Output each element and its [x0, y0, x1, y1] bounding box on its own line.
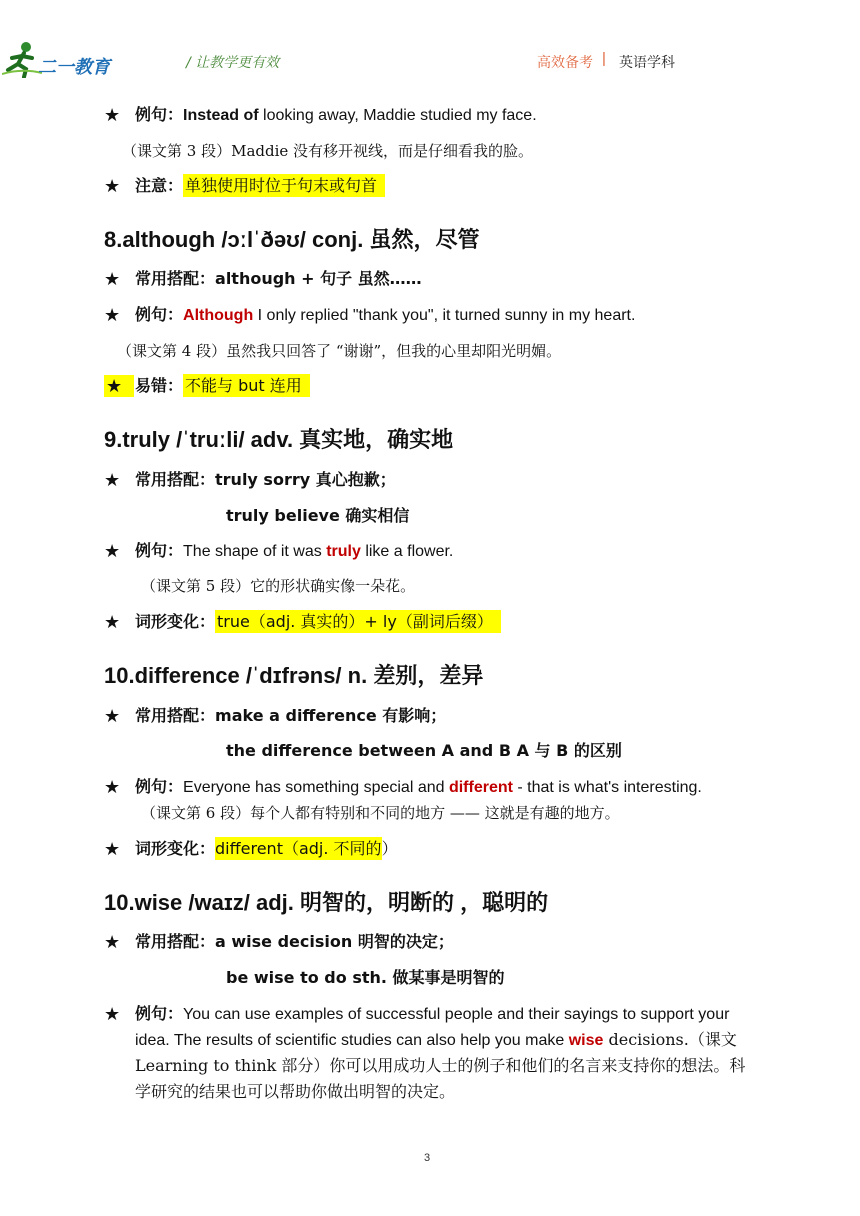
example-paragraph: 例句：You can use examples of successful people and their sayings to support your idea. The results of scientific studies can also help you make wise decisions.（课文 Learning to think 部分）你可以用成功人士的例子和他们的名言来支持你的想法。科学研究的结果也可以帮助你做出明智的决定。 — [135, 1004, 746, 1101]
star-icon: ★ — [104, 305, 121, 325]
star-icon: ★ — [104, 105, 121, 125]
highlight: 不能与 but 连用 — [183, 374, 310, 397]
example-sentence: 例句：Instead of looking away, Maddie studied my face. — [135, 105, 537, 124]
header-divider: | — [602, 50, 606, 67]
star-icon: ★ — [104, 176, 121, 196]
collocation: 常用搭配：truly sorry 真心抱歉； — [135, 470, 396, 489]
highlight: 单独使用时位于句末或句首 — [183, 174, 385, 197]
word-formation: 词形变化：different（adj. 不同的） — [135, 839, 398, 858]
star-icon: ★ — [104, 269, 121, 289]
translation: （课文第 5 段）它的形状确实像一朵花。 — [141, 577, 416, 595]
star-icon: ★ — [104, 541, 121, 561]
example-sentence: 例句：Although I only replied "thank you", it turned sunny in my heart. — [135, 305, 636, 324]
example-sentence: 例句：Everyone has something special and different - that is what's interesting. — [135, 777, 702, 796]
note: 注意： 单独使用时位于句末或句首 — [135, 175, 385, 198]
example-sentence: 例句：The shape of it was truly like a flower. — [135, 541, 454, 560]
section-heading: 8.although /ɔːlˈðəʊ/ conj. 虽然，尽管 — [104, 227, 480, 252]
translation: （课文第 4 段）虽然我只回答了 “谢谢”，但我的心里却阳光明媚。 — [117, 342, 562, 360]
translation: （课文第 6 段）每个人都有特别和不同的地方 —— 这就是有趣的地方。 — [141, 804, 620, 822]
star-icon: ★ — [104, 839, 121, 859]
star-icon: ★ — [104, 612, 121, 632]
translation: （课文第 3 段）Maddie 没有移开视线，而是仔细看我的脸。 — [122, 142, 534, 160]
header-right-b: 英语学科 — [619, 55, 675, 71]
highlight: different（adj. 不同的 — [215, 839, 382, 858]
highlight: true（adj. 真实的）+ ly（副词后缀） — [215, 610, 501, 633]
collocation: 常用搭配：a wise decision 明智的决定； — [135, 932, 454, 951]
section-heading: 9.truly /ˈtruːli/ adv. 真实地，确实地 — [104, 427, 454, 452]
section-heading: 10.difference /ˈdɪfrəns/ n. 差别，差异 — [104, 663, 484, 688]
error-note: 易错： 不能与 but 连用 — [135, 375, 310, 398]
collocation-2: the difference between A and B A 与 B 的区别 — [226, 741, 622, 760]
slogan: / 让教学更有效 — [186, 55, 280, 71]
star-icon: ★ — [104, 932, 121, 952]
page-number: 3 — [424, 1152, 431, 1164]
collocation-2: be wise to do sth. 做某事是明智的 — [226, 968, 505, 987]
collocation: 常用搭配：although + 句子 虽然…… — [135, 269, 422, 288]
star-icon: ★ — [104, 470, 121, 490]
word-formation: 词形变化： true（adj. 真实的）+ ly（副词后缀） — [135, 611, 501, 634]
collocation: 常用搭配：make a difference 有影响； — [135, 706, 447, 725]
star-icon: ★ — [104, 706, 121, 726]
logo-text: 二一教育 — [38, 57, 110, 78]
collocation-2: truly believe 确实相信 — [226, 506, 410, 525]
header-right-a: 高效备考 — [537, 55, 593, 71]
star-icon: ★ — [104, 777, 121, 797]
runner-logo-icon — [2, 40, 42, 78]
section-heading: 10.wise /waɪz/ adj. 明智的，明断的 ，聪明的 — [104, 890, 549, 915]
star-icon: ★ — [104, 1004, 121, 1024]
star-icon: ★ — [104, 375, 134, 397]
